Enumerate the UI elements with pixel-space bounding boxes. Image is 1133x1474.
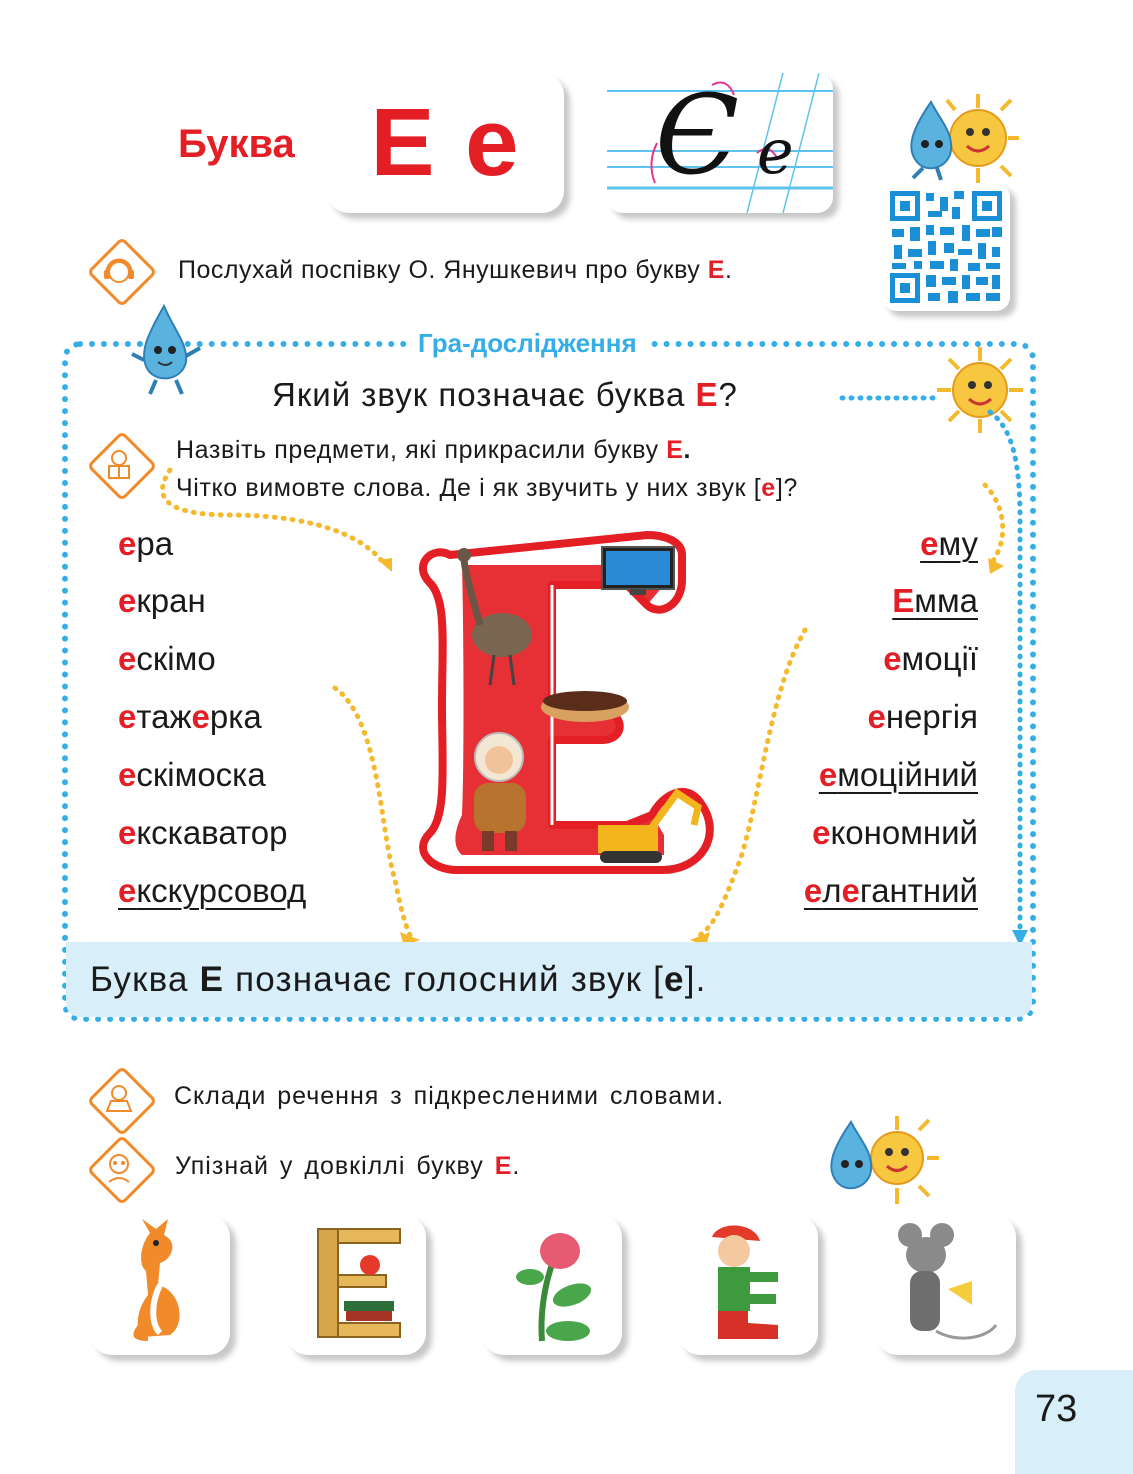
right-word-2 <box>892 581 978 621</box>
sentences-task-text: Склади речення з підкресленими словами. <box>174 1082 725 1110</box>
flower-icon <box>482 1215 622 1355</box>
left-word-3 <box>118 639 216 679</box>
right-word-6 <box>812 813 978 853</box>
left-word-6-rest: кскаватор <box>136 814 288 851</box>
instruction1-text: Назвіть предмети, які прикрасили букву <box>176 436 667 464</box>
right-word-7-start: е <box>803 872 823 909</box>
left-word-5 <box>118 755 266 795</box>
right-word-7 <box>804 871 978 911</box>
conclusion-text <box>90 960 707 1000</box>
right-word-5-start: е <box>818 756 838 793</box>
left-word-1-start: е <box>118 525 137 562</box>
instruction1-letter: Е <box>666 436 684 464</box>
instruction-line-2 <box>176 471 798 505</box>
question-text: Який звук позначає буква <box>272 376 696 413</box>
flower-letter-card <box>482 1215 622 1355</box>
left-word-2-rest: кран <box>136 582 206 619</box>
left-word-5-rest: скімоска <box>136 756 266 793</box>
left-word-7 <box>118 871 306 911</box>
boy-letter-card <box>678 1215 818 1355</box>
find-task-letter: Е <box>494 1152 513 1180</box>
left-word-7-start: е <box>118 872 137 909</box>
looking-child-icon <box>99 1148 139 1188</box>
droplet-sun-mascots-bottom-icon <box>815 1112 945 1212</box>
game-title: Гра-дослідження <box>408 326 647 360</box>
find-task-end: . <box>512 1152 521 1180</box>
left-word-1 <box>118 524 173 564</box>
right-word-6-rest: кономний <box>830 814 978 851</box>
left-word-3-start: е <box>118 640 137 677</box>
game-question <box>272 376 738 414</box>
instruction-line-1 <box>176 433 691 467</box>
right-word-1-rest: му <box>938 525 978 562</box>
fox-letter-card <box>90 1215 230 1355</box>
right-word-7-part2: л <box>822 872 842 909</box>
page-number: 73 <box>1035 1388 1078 1430</box>
question-letter: Е <box>695 376 719 413</box>
print-letters: Е е <box>370 89 521 196</box>
headphones-icon <box>99 250 139 290</box>
droplet-sun-mascots-icon <box>893 88 1023 198</box>
print-letter-card <box>327 73 564 213</box>
sun-mascot-icon <box>935 345 1025 435</box>
conclusion-letter: Е <box>199 960 225 999</box>
conclusion-end: ]. <box>684 960 707 999</box>
listen-task-end: . <box>724 256 733 284</box>
qr-code-icon <box>890 191 1002 303</box>
left-word-4-part2: таж <box>136 698 192 735</box>
left-word-3-rest: скімо <box>136 640 216 677</box>
left-word-2-start: е <box>118 582 137 619</box>
script-letter-card <box>607 73 833 213</box>
qr-code[interactable] <box>882 183 1010 311</box>
right-word-1 <box>920 524 978 564</box>
eclair-icon <box>541 691 629 722</box>
header-title: Буква <box>178 122 295 166</box>
left-word-2 <box>118 581 206 621</box>
instruction2-letter: е <box>761 474 776 502</box>
writing-child-icon <box>99 1079 139 1119</box>
instruction1-end: . <box>683 436 692 464</box>
left-word-4 <box>118 697 262 737</box>
right-word-3 <box>883 639 978 679</box>
left-word-4-start: е <box>118 698 137 735</box>
listen-task-letter: Е <box>707 256 725 284</box>
right-word-3-rest: моції <box>901 640 978 677</box>
left-word-7-rest: кскурсовод <box>136 872 307 909</box>
right-word-4-start: е <box>867 698 886 735</box>
right-word-3-start: е <box>883 640 902 677</box>
left-word-6-start: е <box>118 814 137 851</box>
conclusion-sound: е <box>664 960 685 999</box>
shelf-icon <box>286 1215 426 1355</box>
right-word-4 <box>867 697 978 737</box>
right-word-1-start: е <box>920 525 939 562</box>
mouse-icon <box>876 1215 1016 1355</box>
question-end: ? <box>718 376 738 413</box>
right-word-6-start: е <box>812 814 831 851</box>
conclusion-part2: позначає голосний звук [ <box>224 960 665 999</box>
script-upper-letter: Є <box>655 73 740 199</box>
big-letter-e-puzzle <box>402 525 732 900</box>
left-word-1-rest: ра <box>136 525 174 562</box>
conclusion-part1: Буква <box>90 960 200 999</box>
right-word-5 <box>819 755 978 795</box>
find-task-main: Упізнай у довкіллі букву <box>175 1152 495 1180</box>
left-word-4-part4: рка <box>209 698 262 735</box>
reader-icon <box>99 444 139 484</box>
right-word-7-part3: е <box>841 872 860 909</box>
instruction2-end: ]? <box>775 474 798 502</box>
mouse-letter-card <box>876 1215 1016 1355</box>
right-word-4-rest: нергія <box>885 698 978 735</box>
left-word-5-start: е <box>118 756 137 793</box>
instruction2-text: Чітко вимовте слова. Де і як звучить у них звук [ <box>176 474 762 502</box>
left-word-4-part3: е <box>191 698 210 735</box>
find-task-text <box>175 1152 520 1181</box>
right-word-7-part4: гантний <box>859 872 978 909</box>
boy-icon <box>678 1215 818 1355</box>
script-lower-letter: е <box>757 115 794 188</box>
left-word-6 <box>118 813 287 853</box>
fox-icon <box>90 1215 230 1355</box>
listen-task-main: Послухай поспівку О. Янушкевич про букву <box>178 256 708 284</box>
right-word-2-rest: мма <box>914 582 978 619</box>
right-word-2-start: Е <box>892 582 915 619</box>
listen-task-text <box>178 256 732 285</box>
right-word-5-rest: моційний <box>837 756 978 793</box>
tv-icon <box>602 547 674 595</box>
shelf-letter-card <box>286 1215 426 1355</box>
droplet-mascot-icon <box>128 300 208 400</box>
